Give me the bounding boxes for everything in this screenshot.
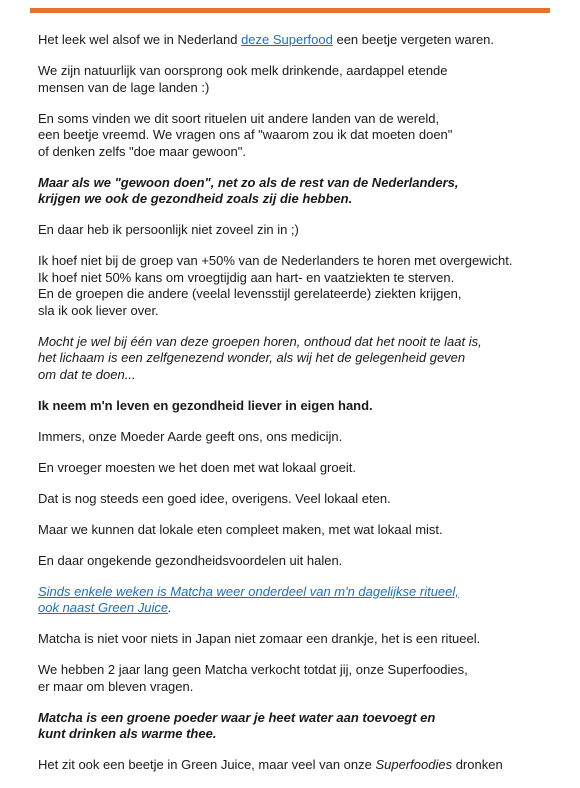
paragraph-1 [38, 32, 548, 49]
text: dronken [452, 757, 503, 772]
text-line: er maar om bleven vragen. [38, 678, 194, 694]
paragraph-4-emphasis [38, 175, 548, 208]
paragraph-14-link [38, 584, 548, 617]
text-line: sla ik ook liever over. [38, 302, 159, 318]
paragraph-13: En daar ongekende gezondheidsvoordelen uit halen. [38, 552, 343, 568]
paragraph-17-emphasis [38, 710, 548, 743]
text-line: kunt drinken als warme thee. [38, 726, 217, 741]
superfood-link[interactable]: deze Superfood [241, 32, 333, 47]
paragraph-3 [38, 111, 548, 161]
matcha-ritual-link[interactable] [38, 584, 459, 616]
text-line: om dat te doen... [38, 366, 136, 382]
superfoodies-term: Superfoodies [375, 757, 453, 772]
paragraph-15: Matcha is niet voor niets in Japan niet zomaar een drankje, het is een ritueel. [38, 631, 481, 646]
paragraph-7-italic [38, 334, 548, 384]
text-line: En de groepen die andere (veelal levensstijl gerelateerde) ziekten krijgen, [38, 286, 462, 301]
paragraph-6 [38, 253, 548, 319]
text-line: het lichaam is een zelfgenezend wonder, als wij het de gelegenheid geven [38, 350, 466, 365]
text-line: of denken zelfs "doe maar gewoon". [38, 143, 246, 159]
text-line: Maar als we "gewoon doen", net zo als de rest van de Nederlanders, [38, 174, 459, 190]
text-line: We zijn natuurlijk van oorsprong ook melk drinkende, aardappel etende [38, 63, 448, 78]
paragraph-2 [38, 63, 548, 96]
text-line: Ik hoef niet bij de groep van +50% van de Nederlanders te horen met overgewicht. [38, 253, 513, 268]
text-line: mensen van de lage landen :) [38, 79, 210, 95]
paragraph-9: Immers, onze Moeder Aarde geeft ons, ons medicijn. [38, 428, 343, 444]
paragraph-5: En daar heb ik persoonlijk niet zoveel zin in ;) [38, 222, 299, 237]
paragraph-8-bold: Ik neem m'n leven en gezondheid liever in eigen hand. [38, 397, 373, 413]
text: een beetje vergeten waren. [332, 32, 495, 47]
paragraph-18 [38, 757, 548, 774]
text-line: Matcha is een groene poeder waar je heet water aan toevoegt en [38, 709, 436, 725]
link-line: Sinds enkele weken is Matcha weer onderdeel van m'n dagelijkse ritueel, [38, 583, 459, 599]
paragraph-16 [38, 662, 548, 695]
text-line: Ik hoef niet 50% kans om vroegtijdig aan hart- en vaatziekten te sterven. [38, 269, 455, 285]
paragraph-11: Dat is nog steeds een goed idee, overigens. Veel lokaal eten. [38, 490, 391, 506]
text-line: We hebben 2 jaar lang geen Matcha verkocht totdat jij, onze Superfoodies, [38, 662, 468, 677]
text-line: een beetje vreemd. We vragen ons af "waarom zou ik dat moeten doen" [38, 127, 453, 142]
text: . [168, 600, 172, 615]
text-line: krijgen we ook de gezondheid zoals zij die hebben. [38, 191, 353, 206]
text-line: En soms vinden we dit soort rituelen uit andere landen van de wereld, [38, 110, 440, 126]
paragraph-10: En vroeger moesten we het doen met wat lokaal groeit. [38, 459, 356, 475]
accent-bar [30, 8, 550, 13]
text: Het zit ook een beetje in Green Juice, maar veel van onze [38, 757, 376, 772]
link-line: ook naast Green Juice [38, 600, 169, 615]
text-line: Mocht je wel bij één van deze groepen horen, onthoud dat het nooit te laat is, [38, 333, 482, 349]
text: Het leek wel alsof we in Nederland [38, 32, 242, 47]
paragraph-12: Maar we kunnen dat lokale eten compleet maken, met wat lokaal mist. [38, 521, 443, 537]
email-body [38, 32, 548, 788]
